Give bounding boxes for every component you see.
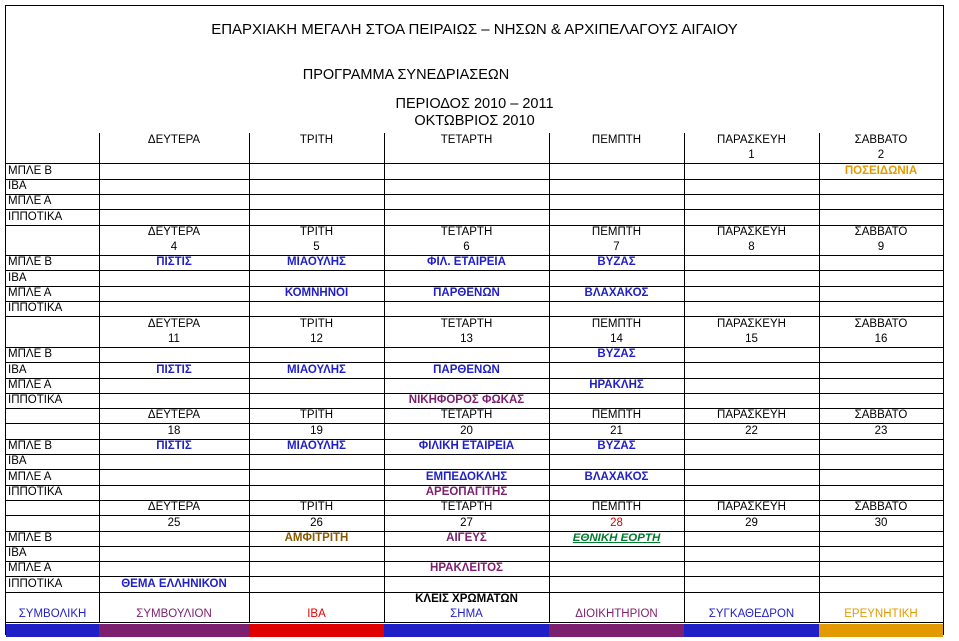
meeting-entry: ΠΙΣΤΙΣ [156, 363, 192, 376]
meeting-entry: ΠΑΡΘΕΝΩΝ [433, 363, 500, 376]
weekday-3: ΤΕΤΑΡΤΗ [440, 317, 493, 330]
legend-item: ΙΒΑ [307, 608, 326, 621]
lodge-row [6, 210, 943, 226]
lodge-label: ΙΠΠΟΤΙΚΑ [8, 302, 63, 315]
lodge-label: ΜΠΛΕ Α [8, 470, 52, 483]
lodge-row [6, 531, 943, 547]
lodge-row [6, 470, 943, 486]
weekday-header-row [6, 500, 943, 516]
date-cell: 9 [877, 241, 885, 254]
weekday-1: ΔΕΥΤΕΡΑ [147, 134, 201, 146]
lodge-row [6, 546, 943, 562]
meeting-entry: ΕΘΝΙΚΗ ΕΟΡΤΗ [572, 531, 661, 544]
date-cell: 11 [168, 332, 180, 345]
lodge-row [6, 577, 943, 593]
lodge-label: ΙΒΑ [8, 455, 27, 468]
meeting-entry: ΒΥΖΑΣ [597, 256, 636, 269]
weekday-3: ΤΕΤΑΡΤΗ [440, 501, 493, 514]
date-cell: 7 [613, 241, 620, 254]
legend-swatch [99, 624, 249, 637]
legend-swatch [6, 624, 99, 637]
meeting-entry: ΒΛΑΧΑΚΟΣ [584, 470, 649, 483]
lodge-row [6, 286, 943, 302]
lodge-row [6, 255, 943, 271]
lodge-row [6, 363, 943, 379]
lodge-label: ΙΒΑ [8, 363, 27, 376]
lodge-label: ΙΒΑ [8, 547, 27, 560]
weekday-header-row [6, 317, 943, 333]
legend-swatch [249, 624, 384, 637]
date-cell: 12 [310, 332, 323, 345]
legend-item: ΣΥΜΒΟΛΙΚΗ [18, 608, 87, 621]
period-title: ΠΕΡΙΟΔΟΣ 2010 – 2011 [395, 97, 554, 112]
date-cell: 19 [310, 424, 323, 437]
organization-title: ΕΠΑΡΧΙΑΚΗ ΜΕΓΑΛΗ ΣΤΟΑ ΠΕΙΡΑΙΩΣ – ΝΗΣΩΝ & ΑΡΧΙΠΕΛΑΓΟΥΣ ΑΙΓΑΙΟΥ [211, 22, 738, 37]
date-cell: 5 [313, 241, 320, 254]
legend-swatch [684, 624, 819, 637]
lodge-label: ΙΒΑ [8, 271, 27, 284]
weekday-2: ΤΡΙΤΗ [299, 225, 334, 238]
weekday-4: ΠΕΜΠΤΗ [591, 501, 642, 514]
lodge-label: ΜΠΛΕ Β [8, 440, 53, 452]
schedule-sheet [5, 5, 944, 635]
weekday-6: ΣΑΒΒΑΤΟ [854, 317, 908, 330]
weekday-4: ΠΕΜΠΤΗ [591, 134, 642, 146]
legend-swatch [549, 624, 684, 637]
meeting-entry: ΒΥΖΑΣ [597, 440, 636, 452]
weekday-5: ΠΑΡΑΣΚΕΥΗ [717, 317, 786, 330]
weekday-1: ΔΕΥΤΕΡΑ [147, 501, 201, 514]
lodge-row [6, 378, 943, 394]
lodge-label: ΜΠΛΕ Α [8, 287, 52, 299]
date-row [6, 516, 943, 532]
lodge-row [6, 439, 943, 455]
weekday-3: ΤΕΤΑΡΤΗ [440, 225, 493, 238]
date-cell: 26 [310, 516, 323, 529]
date-cell: 25 [167, 516, 181, 529]
weekday-header-row [6, 408, 943, 424]
weekday-5: ΠΑΡΑΣΚΕΥΗ [717, 409, 786, 422]
date-cell: 16 [874, 332, 888, 345]
date-row [6, 240, 943, 256]
lodge-label: ΜΠΛΕ Α [8, 562, 52, 575]
lodge-row [6, 454, 943, 470]
meeting-entry: ΠΙΣΤΙΣ [156, 256, 192, 269]
lodge-row [6, 194, 943, 210]
weekday-3: ΤΕΤΑΡΤΗ [440, 134, 493, 146]
meeting-entry: ΦΙΛΙΚΗ ΕΤΑΙΡΕΙΑ [418, 440, 515, 452]
weekday-5: ΠΑΡΑΣΚΕΥΗ [717, 501, 786, 514]
date-row [6, 148, 943, 164]
date-row [6, 332, 943, 348]
meeting-entry: ΑΙΓΕΥΣ [446, 531, 487, 544]
program-title: ΠΡΟΓΡΑΜΜΑ ΣΥΝΕΔΡΙΑΣΕΩΝ [302, 68, 510, 83]
legend-row [6, 607, 943, 623]
date-cell: 28 [610, 516, 623, 529]
meeting-entry: ΠΑΡΘΕΝΩΝ [433, 287, 500, 299]
lodge-row [6, 271, 943, 287]
weekday-4: ΠΕΜΠΤΗ [591, 317, 642, 330]
weekday-header-row [6, 225, 943, 241]
meeting-entry: ΑΜΦΙΤΡΙΤΗ [284, 531, 349, 544]
legend-item: ΔΙΟΙΚΗΤΗΡΙΟΝ [575, 608, 658, 621]
meeting-entry: ΜΙΑΟΥΛΗΣ [287, 363, 346, 376]
date-cell: 13 [460, 332, 473, 345]
meeting-entry: ΗΡΑΚΛΗΣ [589, 378, 644, 391]
meeting-entry: ΘΕΜΑ ΕΛΛΗΝΙΚΟΝ [121, 577, 227, 590]
weekday-4: ΠΕΜΠΤΗ [591, 409, 642, 422]
date-cell: 1 [748, 149, 755, 162]
meeting-entry: ΜΙΑΟΥΛΗΣ [287, 440, 346, 452]
lodge-label: ΙΠΠΟΤΙΚΑ [8, 210, 63, 223]
weekday-2: ΤΡΙΤΗ [299, 501, 334, 514]
date-cell: 22 [745, 424, 758, 437]
date-cell: 29 [745, 516, 758, 529]
date-cell: 27 [460, 516, 473, 529]
weekday-header-row [6, 133, 943, 149]
date-cell: 30 [874, 516, 888, 529]
weekday-1: ΔΕΥΤΕΡΑ [147, 225, 201, 238]
meeting-entry: ΚΟΜΝΗΝΟΙ [284, 287, 349, 299]
date-cell: 6 [463, 241, 470, 254]
legend-swatch [819, 624, 943, 637]
legend-item: ΣΥΓΚΑΘΕΔΡΟΝ [708, 608, 795, 621]
lodge-row [6, 179, 943, 195]
weekday-5: ΠΑΡΑΣΚΕΥΗ [717, 225, 786, 238]
column-divider [99, 133, 100, 623]
date-cell: 4 [170, 241, 178, 254]
meeting-entry: ΕΜΠΕΔΟΚΛΗΣ [425, 470, 508, 483]
date-cell: 18 [167, 424, 181, 437]
lodge-label: ΜΠΛΕ Β [8, 256, 53, 269]
column-divider [819, 133, 820, 623]
lodge-label: ΙΠΠΟΤΙΚΑ [8, 577, 63, 590]
legend-item: ΣΗΜΑ [450, 608, 483, 621]
weekday-6: ΣΑΒΒΑΤΟ [854, 409, 908, 422]
column-divider [249, 133, 250, 623]
weekday-2: ΤΡΙΤΗ [299, 317, 334, 330]
weekday-6: ΣΑΒΒΑΤΟ [854, 134, 908, 146]
meeting-entry: ΝΙΚΗΦΟΡΟΣ ΦΩΚΑΣ [408, 394, 525, 407]
date-cell: 14 [610, 332, 623, 345]
lodge-label: ΜΠΛΕ Β [8, 531, 53, 544]
lodge-row [6, 485, 943, 501]
date-cell: 15 [745, 332, 758, 345]
weekday-4: ΠΕΜΠΤΗ [591, 225, 642, 238]
column-divider [684, 133, 685, 623]
lodge-label: ΙΒΑ [8, 179, 27, 192]
lodge-row [6, 393, 943, 409]
lodge-label: ΙΠΠΟΤΙΚΑ [8, 485, 63, 498]
month-title: ΟΚΤΩΒΡΙΟΣ 2010 [414, 114, 535, 129]
legend-swatch [384, 624, 549, 637]
weekday-6: ΣΑΒΒΑΤΟ [854, 501, 908, 514]
weekday-2: ΤΡΙΤΗ [299, 134, 334, 146]
meeting-entry: ΠΙΣΤΙΣ [156, 440, 192, 452]
weekday-1: ΔΕΥΤΕΡΑ [147, 317, 201, 330]
lodge-label: ΜΠΛΕ Β [8, 164, 53, 177]
lodge-row [6, 347, 943, 363]
legend-item: ΣΥΜΒΟΥΛΙΟΝ [136, 608, 212, 621]
meeting-entry: ΦΙΛ. ΕΤΑΙΡΕΙΑ [427, 256, 506, 269]
weekday-5: ΠΑΡΑΣΚΕΥΗ [717, 134, 786, 146]
legend-item: ΕΡΕΥΝΗΤΙΚΗ [844, 608, 918, 621]
meeting-entry: ΑΡΕΟΠΑΓΙΤΗΣ [425, 485, 508, 498]
lodge-label: ΜΠΛΕ Α [8, 378, 52, 391]
lodge-label: ΜΠΛΕ Α [8, 195, 52, 208]
date-cell: 21 [610, 424, 623, 437]
date-cell: 2 [877, 149, 885, 162]
column-divider [549, 133, 550, 623]
meeting-entry: ΒΛΑΧΑΚΟΣ [584, 287, 649, 299]
lodge-row [6, 164, 943, 180]
date-cell: 23 [874, 424, 888, 437]
meeting-entry: ΠΟΣΕΙΔΩΝΙΑ [844, 164, 918, 177]
meeting-entry: ΒΥΖΑΣ [597, 348, 636, 361]
lodge-row [6, 301, 943, 317]
legend-title-row [6, 592, 943, 607]
date-row [6, 424, 943, 440]
weekday-6: ΣΑΒΒΑΤΟ [854, 225, 908, 238]
date-cell: 20 [460, 424, 473, 437]
weekday-1: ΔΕΥΤΕΡΑ [147, 409, 201, 422]
column-divider [384, 133, 385, 623]
meeting-entry: ΜΙΑΟΥΛΗΣ [287, 256, 346, 269]
weekday-3: ΤΕΤΑΡΤΗ [440, 409, 493, 422]
lodge-row [6, 561, 943, 577]
lodge-label: ΙΠΠΟΤΙΚΑ [8, 394, 63, 407]
meeting-entry: ΗΡΑΚΛΕΙΤΟΣ [430, 562, 503, 575]
weekday-2: ΤΡΙΤΗ [299, 409, 334, 422]
lodge-label: ΜΠΛΕ Β [8, 348, 53, 361]
date-cell: 8 [748, 241, 755, 254]
legend-title: ΚΛΕΙΣ ΧΡΩΜΑΤΩΝ [415, 593, 518, 605]
